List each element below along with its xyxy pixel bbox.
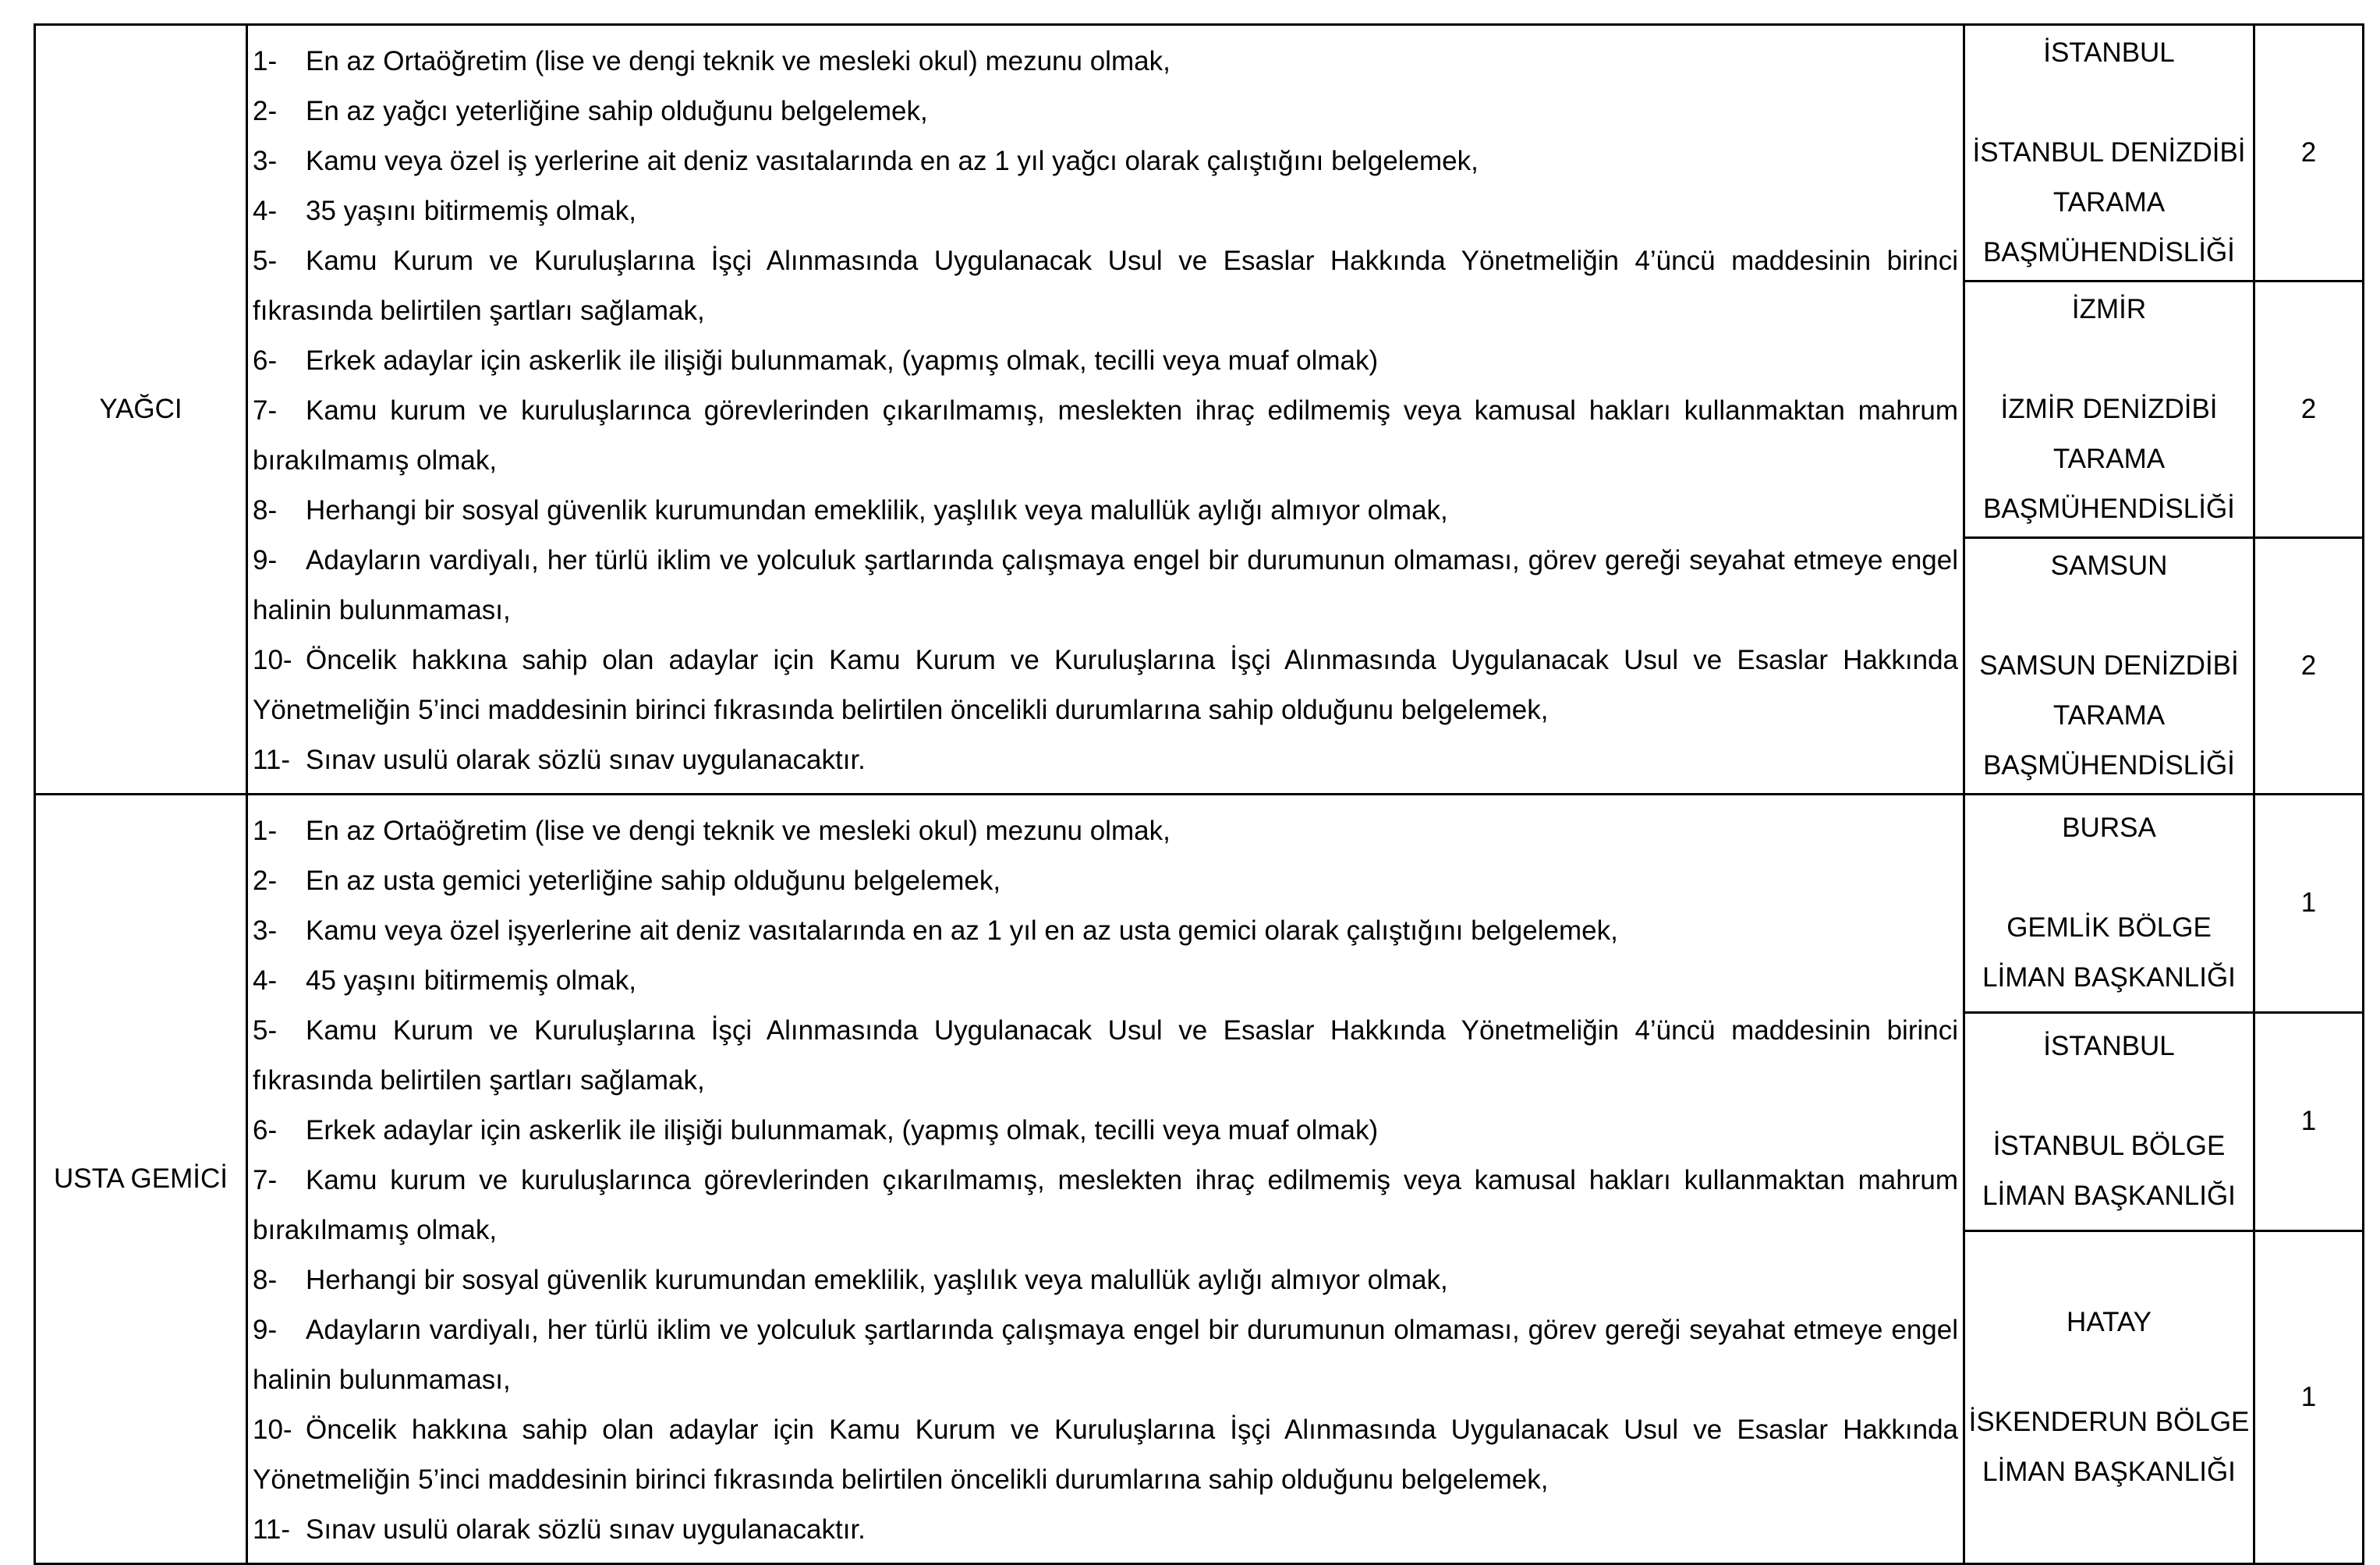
location-office-line: İZMİR DENİZDİBİ bbox=[2000, 394, 2218, 424]
location-cell bbox=[1964, 538, 2254, 795]
job-requirements-table bbox=[34, 23, 2364, 1565]
position-count: 1 bbox=[2254, 1230, 2364, 1563]
location-spacer bbox=[1965, 591, 2253, 641]
requirement-text: Öncelik hakkına sahip olan adaylar için Kamu Kurum ve Kuruluşlarına İşçi Alınmasında Uygulanacak Usul ve Esaslar Hakkında Yönetmeliğin 5’inci maddesinin birinci fıkrasında belirtilen öncelikli durumlarına sahip olduğunu belgelemek, bbox=[253, 1415, 1958, 1495]
requirements-list bbox=[248, 26, 1963, 793]
requirement-item bbox=[253, 806, 1958, 856]
requirements-cell bbox=[247, 25, 1964, 795]
location-office-line: TARAMA bbox=[2052, 700, 2166, 731]
requirement-item bbox=[253, 735, 1958, 785]
requirement-item bbox=[253, 486, 1958, 536]
requirement-number: 8- bbox=[253, 1265, 278, 1295]
table-row bbox=[35, 795, 2364, 1013]
requirement-item bbox=[253, 1405, 1958, 1505]
requirement-number: 1- bbox=[253, 816, 278, 846]
requirement-number: 9- bbox=[253, 545, 278, 575]
position-title: USTA GEMİCİ bbox=[35, 795, 247, 1564]
location-office-line: İSKENDERUN BÖLGE bbox=[1968, 1406, 2250, 1437]
requirement-item bbox=[253, 186, 1958, 236]
requirement-number: 1- bbox=[253, 46, 278, 76]
position-count: 1 bbox=[2254, 1012, 2364, 1230]
location-spacer bbox=[1965, 78, 2253, 128]
location-spacer bbox=[1965, 853, 2253, 903]
requirement-item bbox=[253, 956, 1958, 1006]
requirement-number: 11- bbox=[253, 1514, 290, 1545]
requirement-number: 5- bbox=[253, 246, 278, 276]
location-office-line: LİMAN BAŞKANLIĞI bbox=[1982, 962, 2236, 993]
requirement-item bbox=[253, 1505, 1958, 1555]
requirement-text: Herhangi bir sosyal güvenlik kurumundan emeklilik, yaşlılık veya malullük aylığı almıyor olmak, bbox=[306, 1265, 1448, 1295]
requirement-number: 10- bbox=[253, 1415, 292, 1445]
requirement-text: Adayların vardiyalı, her türlü iklim ve yolculuk şartlarında çalışmaya engel bir durumunun olmaması, görev gereği seyahat etmeye engel halinin bulunmaması, bbox=[253, 1315, 1958, 1395]
requirement-text: Öncelik hakkına sahip olan adaylar için Kamu Kurum ve Kuruluşlarına İşçi Alınmasında Uygulanacak Usul ve Esaslar Hakkında Yönetmeliğin 5’inci maddesinin birinci fıkrasında belirtilen öncelikli durumlarına sahip olduğunu belgelemek, bbox=[253, 645, 1958, 725]
position-count: 1 bbox=[2254, 795, 2364, 1013]
requirements-list bbox=[248, 795, 1963, 1563]
requirement-text: 35 yaşını bitirmemiş olmak, bbox=[306, 196, 637, 226]
requirement-text: Kamu kurum ve kuruluşlarınca görevlerinden çıkarılmamış, meslekten ihraç edilmemiş veya kamusal hakları kullanmaktan mahrum bırakılmamış olmak, bbox=[253, 1165, 1958, 1245]
location-office-line: BAŞMÜHENDİSLİĞİ bbox=[1983, 750, 2235, 781]
requirement-item bbox=[253, 856, 1958, 906]
requirement-item bbox=[253, 386, 1958, 486]
requirement-item bbox=[253, 87, 1958, 136]
requirement-number: 5- bbox=[253, 1015, 278, 1046]
location-office-line: BAŞMÜHENDİSLİĞİ bbox=[1983, 237, 2235, 267]
requirement-text: Adayların vardiyalı, her türlü iklim ve yolculuk şartlarında çalışmaya engel bir durumunun olmaması, görev gereği seyahat etmeye engel halinin bulunmaması, bbox=[253, 545, 1958, 625]
requirement-number: 7- bbox=[253, 1165, 278, 1195]
requirement-number: 10- bbox=[253, 645, 292, 675]
location-office-line: TARAMA bbox=[2052, 444, 2166, 474]
location-city: BURSA bbox=[2062, 813, 2156, 844]
requirement-text: Kamu Kurum ve Kuruluşlarına İşçi Alınmasında Uygulanacak Usul ve Esaslar Hakkında Yönetmeliğin 4’üncü maddesinin birinci fıkrasında belirtilen şartları sağlamak, bbox=[253, 246, 1958, 326]
location-cell bbox=[1964, 1230, 2254, 1563]
location-office-line: SAMSUN DENİZDİBİ bbox=[1979, 650, 2239, 681]
requirement-number: 6- bbox=[253, 345, 278, 376]
table-row bbox=[35, 25, 2364, 281]
requirement-item bbox=[253, 1255, 1958, 1305]
location-office-line: LİMAN BAŞKANLIĞI bbox=[1982, 1456, 2236, 1487]
requirement-item bbox=[253, 906, 1958, 956]
location-city: HATAY bbox=[2067, 1306, 2152, 1337]
location-office-line: TARAMA bbox=[2052, 187, 2166, 218]
location-office-line: İSTANBUL BÖLGE bbox=[1992, 1131, 2226, 1162]
location-office-line: BAŞMÜHENDİSLİĞİ bbox=[1983, 494, 2235, 524]
requirement-item bbox=[253, 336, 1958, 386]
requirement-item bbox=[253, 136, 1958, 186]
requirement-number: 9- bbox=[253, 1315, 278, 1345]
location-spacer bbox=[1965, 335, 2253, 384]
requirement-text: En az Ortaöğretim (lise ve dengi teknik ve mesleki okul) mezunu olmak, bbox=[306, 816, 1171, 846]
requirements-cell bbox=[247, 795, 1964, 1564]
requirement-item bbox=[253, 1156, 1958, 1255]
requirement-text: 45 yaşını bitirmemiş olmak, bbox=[306, 965, 637, 996]
location-city: İSTANBUL bbox=[2043, 1031, 2175, 1062]
requirement-text: Herhangi bir sosyal güvenlik kurumundan emeklilik, yaşlılık veya malullük aylığı almıyor olmak, bbox=[306, 495, 1448, 526]
requirement-item bbox=[253, 636, 1958, 735]
requirement-number: 3- bbox=[253, 915, 278, 946]
requirement-text: Erkek adaylar için askerlik ile ilişiği bulunmamak, (yapmış olmak, tecilli veya muaf olmak) bbox=[306, 1115, 1379, 1145]
position-title: YAĞCI bbox=[35, 25, 247, 795]
requirement-item bbox=[253, 37, 1958, 87]
location-cell bbox=[1964, 795, 2254, 1013]
requirement-item bbox=[253, 1106, 1958, 1156]
location-spacer bbox=[1965, 1071, 2253, 1121]
position-count: 2 bbox=[2254, 25, 2364, 281]
requirement-number: 2- bbox=[253, 866, 278, 896]
requirement-text: En az usta gemici yeterliğine sahip olduğunu belgelemek, bbox=[306, 866, 1001, 896]
location-spacer bbox=[1965, 1347, 2253, 1397]
location-city: İSTANBUL bbox=[2043, 37, 2175, 68]
position-count: 2 bbox=[2254, 538, 2364, 795]
location-office-line: GEMLİK BÖLGE bbox=[2006, 912, 2212, 944]
requirement-number: 11- bbox=[253, 745, 290, 775]
location-city: SAMSUN bbox=[2050, 551, 2168, 581]
requirement-text: Kamu veya özel işyerlerine ait deniz vasıtalarında en az 1 yıl en az usta gemici olarak çalıştığını belgelemek, bbox=[306, 915, 1618, 946]
requirement-text: Kamu veya özel iş yerlerine ait deniz vasıtalarında en az 1 yıl yağcı olarak çalıştığını belgelemek, bbox=[306, 146, 1479, 176]
requirement-item bbox=[253, 236, 1958, 336]
requirement-number: 4- bbox=[253, 965, 278, 996]
requirement-item bbox=[253, 1006, 1958, 1106]
table-body bbox=[35, 25, 2364, 1564]
location-cell bbox=[1964, 25, 2254, 281]
requirement-text: En az yağcı yeterliğine sahip olduğunu belgelemek, bbox=[306, 96, 928, 126]
requirement-text: Erkek adaylar için askerlik ile ilişiği bulunmamak, (yapmış olmak, tecilli veya muaf olmak) bbox=[306, 345, 1379, 376]
requirement-text: Sınav usulü olarak sözlü sınav uygulanacaktır. bbox=[306, 1514, 866, 1545]
location-cell bbox=[1964, 1012, 2254, 1230]
requirement-number: 8- bbox=[253, 495, 278, 526]
requirement-item bbox=[253, 1305, 1958, 1405]
position-count: 2 bbox=[2254, 281, 2364, 538]
requirement-text: En az Ortaöğretim (lise ve dengi teknik ve mesleki okul) mezunu olmak, bbox=[306, 46, 1171, 76]
requirement-text: Sınav usulü olarak sözlü sınav uygulanacaktır. bbox=[306, 745, 866, 775]
requirement-text: Kamu kurum ve kuruluşlarınca görevlerinden çıkarılmamış, meslekten ihraç edilmemiş veya kamusal hakları kullanmaktan mahrum bırakılmamış olmak, bbox=[253, 395, 1958, 476]
requirement-text: Kamu Kurum ve Kuruluşlarına İşçi Alınmasında Uygulanacak Usul ve Esaslar Hakkında Yönetmeliğin 4’üncü maddesinin birinci fıkrasında belirtilen şartları sağlamak, bbox=[253, 1015, 1958, 1096]
requirement-number: 6- bbox=[253, 1115, 278, 1145]
location-office-line: LİMAN BAŞKANLIĞI bbox=[1982, 1181, 2236, 1212]
location-cell bbox=[1964, 281, 2254, 538]
requirement-number: 4- bbox=[253, 196, 278, 226]
requirement-number: 7- bbox=[253, 395, 278, 426]
requirement-number: 2- bbox=[253, 96, 278, 126]
requirement-item bbox=[253, 536, 1958, 636]
location-city: İZMİR bbox=[2071, 294, 2147, 324]
location-office-line: İSTANBUL DENİZDİBİ bbox=[1972, 137, 2246, 168]
requirement-number: 3- bbox=[253, 146, 278, 176]
